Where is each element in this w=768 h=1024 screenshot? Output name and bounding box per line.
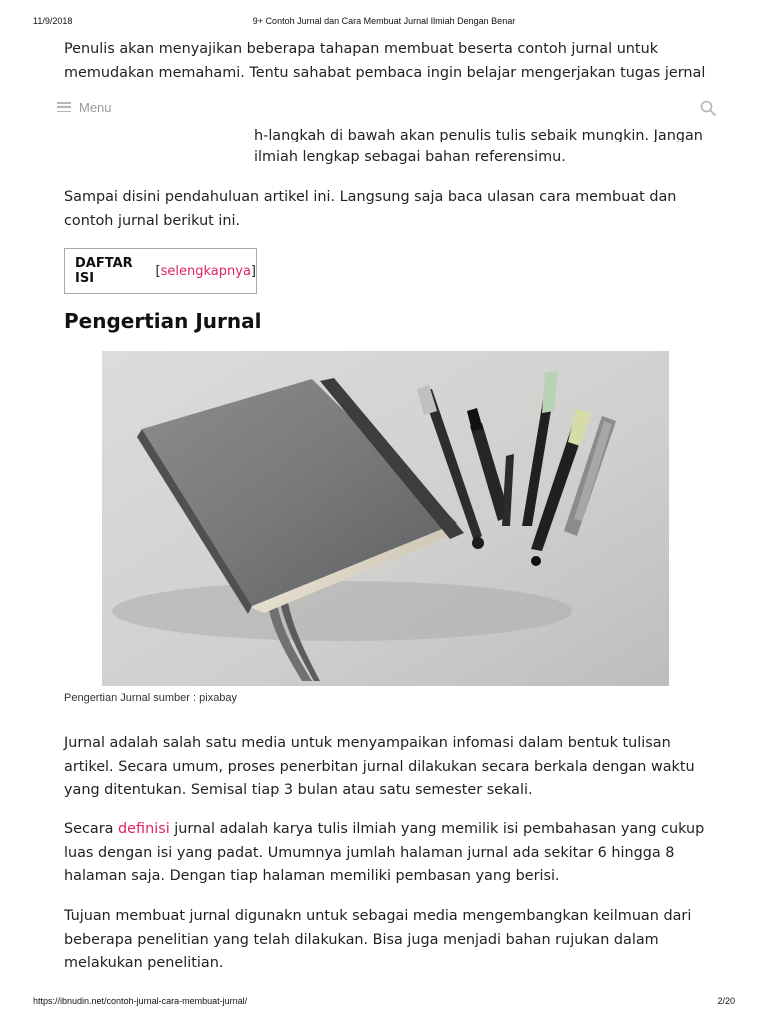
paragraph-1-text: Jurnal adalah salah satu media untuk menyampaikan infomasi dalam bentuk tulisan artikel. Secara umum, proses penerbitan jurnal dilakukan secara berkala dengan waktu yang ditentukan. Semisal tiap 3 bulan atau satu semester sekali. (64, 735, 695, 798)
table-of-contents (64, 248, 257, 294)
intro-paragraph (64, 38, 714, 85)
paragraph-definition-intro (64, 732, 714, 803)
notebook-pens-photo (102, 351, 669, 686)
toc-toggle-link[interactable]: [selengkapnya] (155, 263, 256, 279)
paragraph-3-text: Tujuan membuat jurnal digunakn untuk sebagai media mengembangkan keilmuan dari beberapa penelitian yang telah dilakukan. Bisa juga menjadi bahan rujukan dalam melakukan penelitian. (64, 908, 692, 971)
search-icon[interactable] (699, 99, 717, 117)
paragraph-purpose (64, 905, 714, 976)
section-heading: Pengertian Jurnal (64, 309, 262, 333)
paragraph-definition (64, 818, 714, 889)
toc-title: DAFTAR ISI (75, 256, 133, 286)
image-caption: Pengertian Jurnal sumber : pixabay (64, 692, 238, 704)
definisi-link[interactable]: definisi (118, 821, 170, 837)
menu-label: Menu (79, 99, 112, 115)
partial-line-2: ilmiah lengkap sebagai bahan referensimu. (254, 149, 566, 165)
print-date: 11/9/2018 (33, 16, 73, 26)
print-page-number: 2/20 (717, 996, 735, 1006)
partial-paragraph (64, 124, 714, 170)
closing-intro-text: Sampai disini pendahuluan artikel ini. Langsung saja baca ulasan cara membuat dan contoh jurnal berikut ini. (64, 189, 677, 229)
paragraph-2-text: Secara definisi jurnal adalah karya tulis ilmiah yang memilik isi pembahasan yang cukup luas dengan isi yang padat. Umumnya jumlah halaman jurnal ada sekitar 6 hingga 8 halaman saja. Dengan tiap halaman memiliki pembasan yang berisi. (64, 821, 705, 884)
intro-text: Penulis akan menyajikan beberapa tahapan membuat beserta contoh jurnal untuk memudakan memahami. Tentu sahabat pembaca ingin belajar mengerjakan tugas jernal (64, 41, 706, 81)
print-url: https://ibnudin.net/contoh-jurnal-cara-membuat-jurnal/ (33, 996, 248, 1006)
menu-toggle-button[interactable] (57, 97, 112, 117)
print-page-title: 9+ Contoh Jurnal dan Cara Membuat Jurnal Ilmiah Dengan Benar (252, 16, 516, 26)
hamburger-icon (57, 102, 71, 112)
closing-intro-paragraph (64, 186, 714, 233)
partial-line-1: h-langkah di bawah akan penulis tulis sebaik mungkin. Jangan (254, 128, 703, 142)
